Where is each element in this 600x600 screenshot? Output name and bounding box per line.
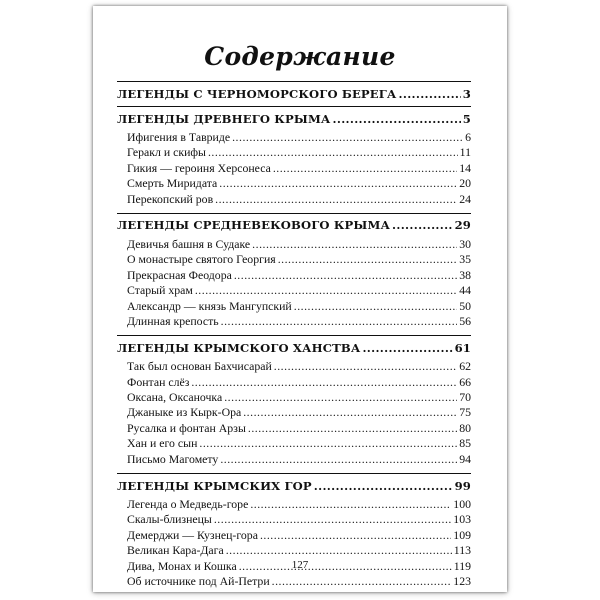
entry-title: Об источнике под Ай-Петри bbox=[127, 573, 270, 588]
toc-entry bbox=[117, 237, 471, 252]
toc-entry bbox=[117, 436, 471, 451]
entry-page-number: 6 bbox=[465, 130, 471, 144]
dot-leader bbox=[226, 543, 452, 558]
dot-leader bbox=[214, 512, 451, 527]
dot-leader bbox=[273, 161, 457, 176]
entry-page-number: 109 bbox=[453, 527, 471, 542]
entry-page-number: 94 bbox=[459, 451, 471, 466]
entry-title: Александр — князь Мангупский bbox=[127, 298, 292, 313]
entry-page-number: 100 bbox=[453, 497, 471, 512]
dot-leader bbox=[199, 436, 457, 451]
entry-title: Джаныке из Кырк-Ора bbox=[127, 405, 242, 420]
entry-title: О монастыре святого Георгия bbox=[127, 252, 276, 267]
entry-page-number: 75 bbox=[459, 405, 471, 420]
entry-page-number: 44 bbox=[459, 283, 471, 298]
entry-page-number: 70 bbox=[459, 390, 471, 405]
entry-title: Прекрасная Феодора bbox=[127, 267, 232, 282]
toc-section bbox=[117, 106, 471, 213]
toc-entry bbox=[117, 452, 471, 467]
dot-leader bbox=[220, 452, 457, 467]
section-page-number: 99 bbox=[454, 478, 471, 493]
entry-title: Ифигения в Тавриде bbox=[127, 130, 231, 144]
dot-leader bbox=[272, 574, 452, 589]
section-heading: ЛЕГЕНДЫ С ЧЕРНОМОРСКОГО БЕРЕГА bbox=[117, 87, 397, 101]
toc-entry bbox=[117, 405, 471, 420]
entry-title: Дива, Монах и Кошка bbox=[127, 558, 237, 573]
dot-leader bbox=[274, 359, 457, 374]
section-items bbox=[117, 237, 471, 335]
entry-title: Фонтан слёз bbox=[127, 374, 190, 389]
toc-entry bbox=[117, 497, 471, 512]
toc-entry bbox=[117, 543, 471, 558]
entry-title: Хан и его сын bbox=[127, 436, 198, 451]
entry-title: Гикия — героиня Херсонеса bbox=[127, 160, 271, 175]
entry-title: Демерджи — Кузнец-гора bbox=[127, 527, 258, 542]
entry-page-number: 50 bbox=[459, 298, 471, 313]
entry-page-number: 113 bbox=[453, 543, 471, 558]
entry-page-number: 20 bbox=[459, 176, 471, 191]
dot-leader bbox=[250, 497, 451, 512]
toc-entry bbox=[117, 314, 471, 329]
dot-leader bbox=[221, 314, 458, 329]
book-page bbox=[93, 6, 507, 592]
toc-entry bbox=[117, 574, 471, 589]
dot-leader bbox=[260, 528, 451, 543]
toc-entry bbox=[117, 268, 471, 283]
dot-leader bbox=[234, 268, 457, 283]
entry-page-number: 24 bbox=[459, 191, 471, 206]
toc-entry bbox=[117, 375, 471, 390]
section-page-number: 5 bbox=[462, 111, 471, 126]
section-heading-row bbox=[117, 474, 471, 497]
section-heading: ЛЕГЕНДЫ ДРЕВНЕГО КРЫМА bbox=[117, 111, 331, 126]
entry-title: Старый храм bbox=[127, 283, 193, 298]
toc-entry bbox=[117, 390, 471, 405]
entry-title: Смерть Миридата bbox=[127, 176, 218, 191]
toc-entry bbox=[117, 252, 471, 267]
dot-leader bbox=[333, 112, 461, 126]
entry-title: Геракл и скифы bbox=[127, 145, 206, 160]
toc-entry bbox=[117, 176, 471, 191]
entry-title: Длинная крепость bbox=[127, 313, 219, 328]
entry-page-number: 11 bbox=[459, 145, 471, 160]
toc-entry bbox=[117, 512, 471, 527]
toc-entry bbox=[117, 283, 471, 298]
section-page-number: 3 bbox=[462, 87, 471, 101]
table-of-contents bbox=[117, 81, 471, 595]
toc-entry bbox=[117, 299, 471, 314]
dot-leader bbox=[248, 421, 457, 436]
section-heading: ЛЕГЕНДЫ СРЕДНЕВЕКОВОГО КРЫМА bbox=[117, 218, 391, 233]
entry-title: Перекопский ров bbox=[127, 191, 214, 206]
dot-leader bbox=[195, 283, 457, 298]
dot-leader bbox=[243, 405, 457, 420]
section-items bbox=[117, 497, 471, 595]
dot-leader bbox=[278, 252, 458, 267]
section-page-number: 29 bbox=[454, 218, 471, 233]
section-heading-row bbox=[117, 214, 471, 237]
toc-entry bbox=[117, 145, 471, 160]
entry-title: Русалка и фонтан Арзы bbox=[127, 420, 246, 435]
entry-page-number: 56 bbox=[459, 313, 471, 328]
entry-page-number: 85 bbox=[459, 436, 471, 451]
dot-leader bbox=[314, 479, 453, 493]
section-heading-row bbox=[117, 107, 471, 130]
dot-leader bbox=[191, 375, 457, 390]
entry-page-number: 123 bbox=[453, 573, 471, 588]
entry-page-number: 30 bbox=[459, 236, 471, 251]
entry-title: Великан Кара-Дага bbox=[127, 543, 224, 558]
section-heading-row bbox=[117, 336, 471, 359]
toc-section bbox=[117, 81, 471, 106]
entry-page-number: 66 bbox=[459, 374, 471, 389]
section-heading: ЛЕГЕНДЫ КРЫМСКОГО ХАНСТВА bbox=[117, 340, 361, 355]
section-heading-row bbox=[117, 82, 471, 106]
entry-title: Девичья башня в Судаке bbox=[127, 236, 251, 251]
entry-page-number: 14 bbox=[459, 160, 471, 175]
toc-section bbox=[117, 213, 471, 335]
section-heading: ЛЕГЕНДЫ КРЫМСКИХ ГОР bbox=[117, 478, 312, 493]
page-number: 127 bbox=[291, 559, 309, 571]
entry-page-number: 119 bbox=[453, 558, 471, 573]
entry-title: Письмо Магомету bbox=[127, 451, 219, 466]
entry-page-number: 35 bbox=[459, 252, 471, 267]
toc-entry bbox=[117, 421, 471, 436]
entry-title: Легенда о Медведь-горе bbox=[127, 497, 249, 512]
entry-title: Скалы-близнецы bbox=[127, 512, 212, 527]
toc-entry bbox=[117, 130, 471, 145]
entry-title: Оксана, Оксаночка bbox=[127, 390, 223, 405]
toc-entry bbox=[117, 161, 471, 176]
dot-leader bbox=[208, 145, 458, 160]
dot-leader bbox=[252, 237, 457, 252]
toc-entry bbox=[117, 528, 471, 543]
dot-leader bbox=[362, 341, 452, 355]
entry-page-number: 103 bbox=[453, 512, 471, 527]
entry-page-number: 38 bbox=[459, 267, 471, 282]
toc-section bbox=[117, 335, 471, 473]
toc-entry bbox=[117, 192, 471, 207]
page-title: Содержание bbox=[204, 42, 396, 71]
dot-leader bbox=[294, 299, 457, 314]
dot-leader bbox=[215, 192, 457, 207]
entry-title: Так был основан Бахчисарай bbox=[127, 359, 272, 374]
toc-entry bbox=[117, 359, 471, 374]
dot-leader bbox=[219, 176, 457, 191]
dot-leader bbox=[232, 130, 463, 145]
entry-page-number: 62 bbox=[459, 359, 471, 374]
dot-leader bbox=[392, 218, 453, 232]
section-items bbox=[117, 130, 471, 213]
section-page-number: 61 bbox=[454, 340, 471, 355]
section-items bbox=[117, 359, 471, 473]
dot-leader bbox=[399, 87, 461, 101]
toc-section bbox=[117, 473, 471, 595]
entry-page-number: 80 bbox=[459, 420, 471, 435]
dot-leader bbox=[224, 390, 457, 405]
